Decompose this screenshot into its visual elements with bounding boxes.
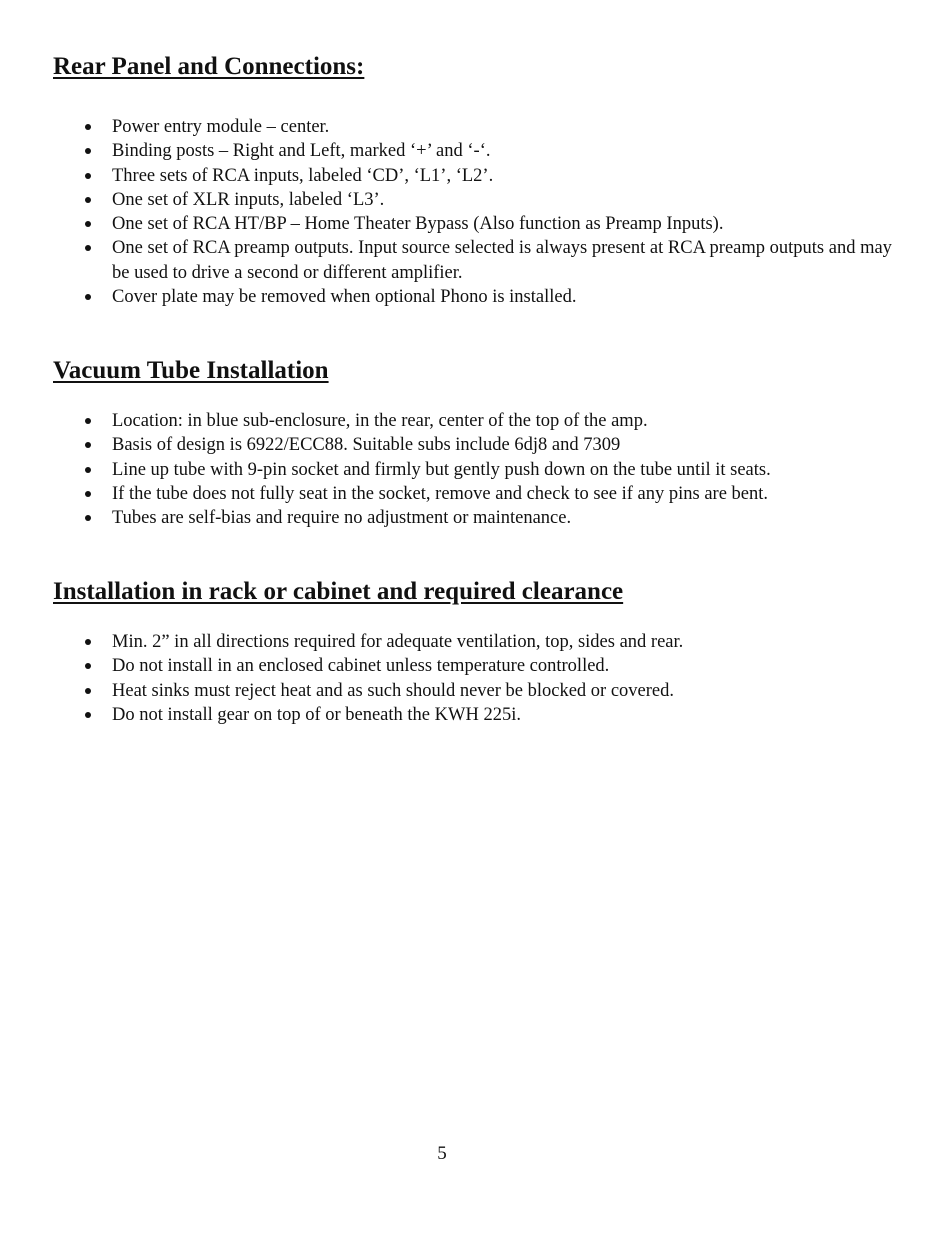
list-item-text: If the tube does not fully seat in the socket, remove and check to see if any pins are bent.: [112, 483, 769, 504]
list-item: [53, 433, 913, 457]
list-item: [53, 679, 913, 703]
section-heading: Installation in rack or cabinet and required clearance: [53, 578, 624, 605]
list-item: [53, 164, 913, 188]
list-item: [53, 482, 913, 506]
section-heading: Rear Panel and Connections:: [53, 53, 365, 80]
section-heading: Vacuum Tube Installation: [53, 357, 329, 384]
bullet-list: [53, 409, 913, 530]
bullet-dot-icon: [85, 515, 91, 521]
page-number: 5: [437, 1143, 447, 1164]
bullet-list: [53, 115, 913, 309]
list-item-text: Heat sinks must reject heat and as such should never be blocked or covered.: [112, 680, 675, 701]
bullet-dot-icon: [85, 688, 91, 694]
list-item: [53, 409, 913, 433]
list-item-text: Do not install gear on top of or beneath the KWH 225i.: [112, 704, 521, 725]
list-item: [53, 506, 913, 530]
bullet-dot-icon: [85, 245, 91, 251]
list-item-text: One set of RCA preamp outputs. Input source selected is always present at RCA preamp outputs and may be used to drive a second or different amplifier.: [112, 238, 892, 283]
bullet-dot-icon: [85, 197, 91, 203]
bullet-dot-icon: [85, 148, 91, 154]
vacuum-tube-section: [53, 356, 913, 530]
bullet-dot-icon: [85, 124, 91, 130]
list-item-text: Min. 2” in all directions required for adequate ventilation, top, sides and rear.: [112, 632, 684, 652]
list-item: [53, 188, 913, 212]
list-item-text: Location: in blue sub-enclosure, in the rear, center of the top of the amp.: [112, 411, 648, 431]
bullet-dot-icon: [85, 173, 91, 179]
bullet-dot-icon: [85, 294, 91, 300]
list-item-text: Binding posts – Right and Left, marked ‘+’ and ‘-‘.: [112, 141, 491, 162]
list-item-text: Do not install in an enclosed cabinet unless temperature controlled.: [112, 656, 610, 677]
rear-panel-section: [53, 52, 913, 309]
bullet-dot-icon: [85, 663, 91, 669]
list-item-text: Basis of design is 6922/ECC88. Suitable subs include 6dj8 and 7309: [112, 435, 621, 456]
list-item-text: Power entry module – center.: [112, 117, 330, 137]
bullet-dot-icon: [85, 491, 91, 497]
bullet-dot-icon: [85, 221, 91, 227]
list-item-text: Three sets of RCA inputs, labeled ‘CD’, ‘L1’, ‘L2’.: [112, 165, 494, 186]
bullet-dot-icon: [85, 467, 91, 473]
list-item: [53, 630, 913, 654]
list-item: [53, 115, 913, 139]
list-item: [53, 458, 913, 482]
list-item: [53, 236, 913, 285]
list-item-text: One set of XLR inputs, labeled ‘L3’.: [112, 189, 385, 210]
list-item-text: Line up tube with 9-pin socket and firmly but gently push down on the tube until it seats.: [112, 459, 771, 480]
bullet-dot-icon: [85, 712, 91, 718]
list-item: [53, 703, 913, 727]
list-item: [53, 139, 913, 163]
list-item: [53, 285, 913, 309]
list-item: [53, 654, 913, 678]
list-item-text: Cover plate may be removed when optional Phono is installed.: [112, 287, 577, 308]
bullet-dot-icon: [85, 418, 91, 424]
list-item-text: Tubes are self-bias and require no adjustment or maintenance.: [112, 508, 572, 529]
bullet-dot-icon: [85, 442, 91, 448]
list-item: [53, 212, 913, 236]
bullet-dot-icon: [85, 639, 91, 645]
rack-installation-section: [53, 577, 913, 727]
bullet-list: [53, 630, 913, 727]
list-item-text: One set of RCA HT/BP – Home Theater Bypass (Also function as Preamp Inputs).: [112, 214, 724, 235]
